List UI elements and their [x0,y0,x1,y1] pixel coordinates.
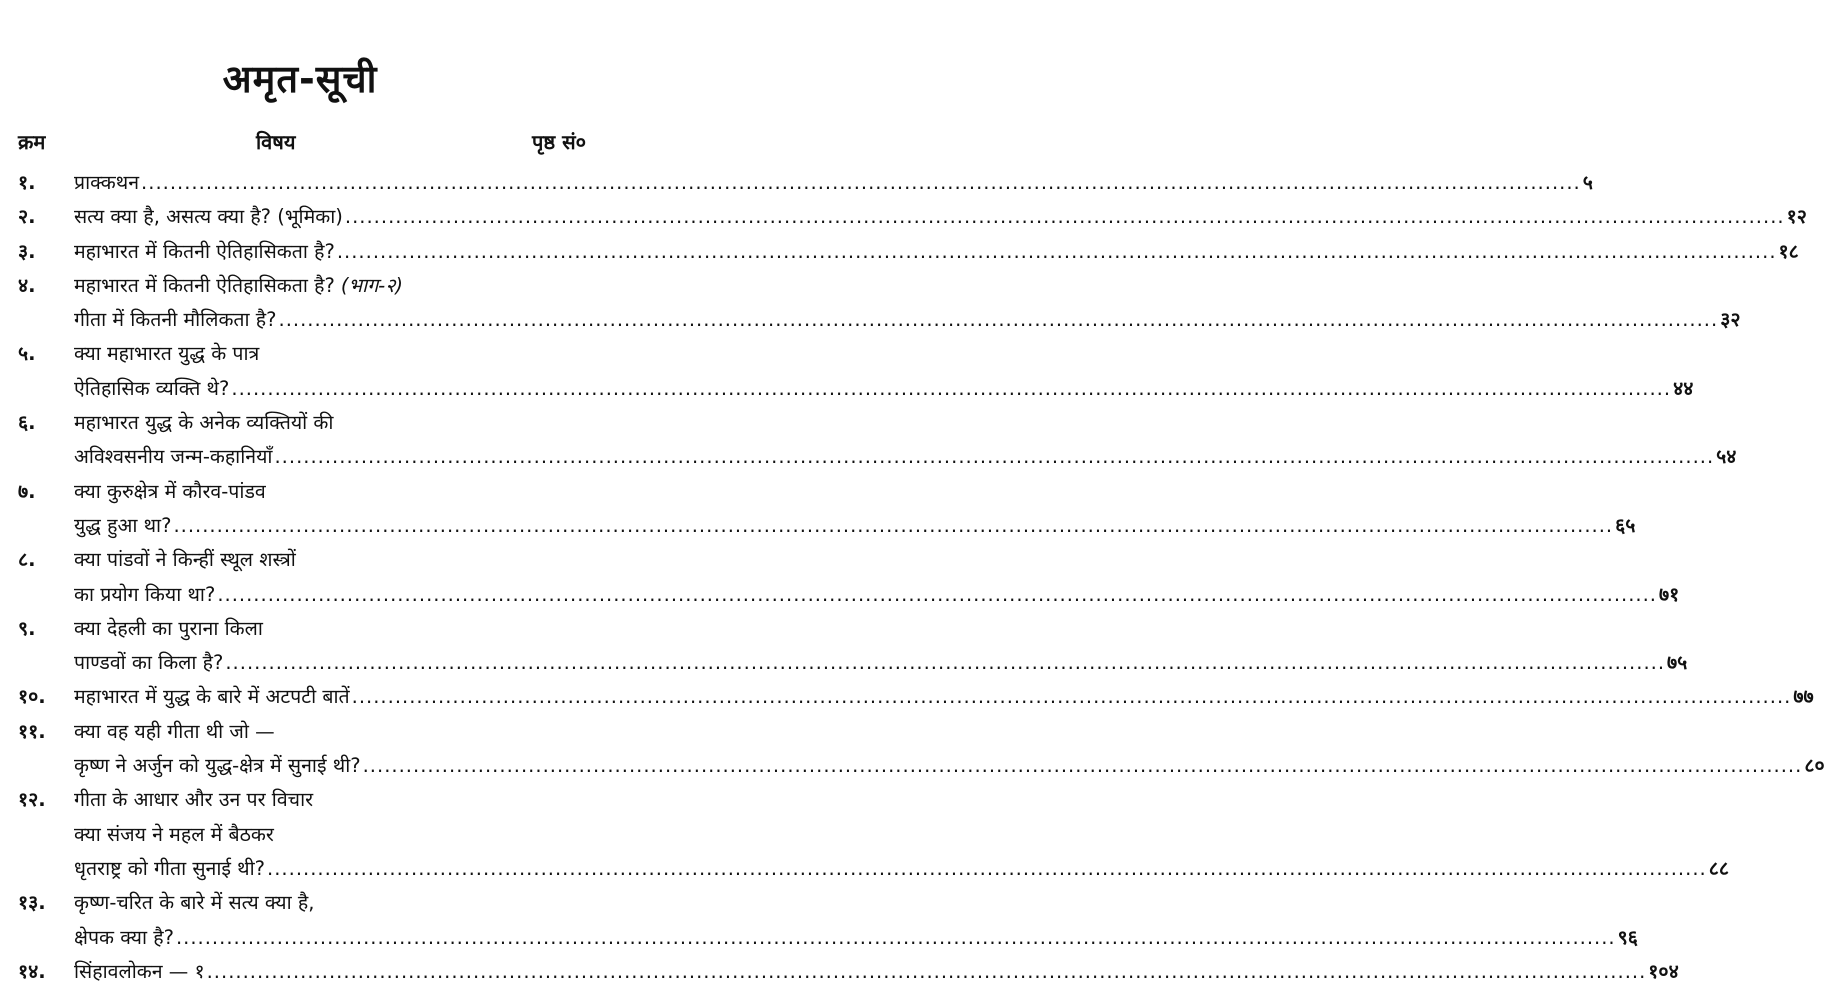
header-subject: विषय [256,130,296,154]
entry-number: १४. [18,959,46,983]
dot-leader: ........................................................................................................................................................................................................ [217,582,1658,606]
toc-entry [18,166,1593,200]
toc-entry-line [18,337,588,371]
toc-entry-line [18,509,1636,543]
toc-entry-line [18,921,1638,955]
toc-entry-line [18,749,1825,783]
toc-entry [18,235,1799,269]
toc-header [18,128,586,164]
page-title: अमृत-सूची [222,57,378,101]
dot-leader: ........................................................................................................................................................................................................ [206,959,1647,983]
entry-number: ८. [18,548,36,572]
entry-page-number: ३२ [1720,308,1741,332]
entry-title: क्या महाभारत युद्ध के पात्र [74,342,260,366]
toc-entry-line [18,269,588,303]
entry-number: ११. [18,719,46,743]
entry-title: गीता में कितनी मौलिकता है? [74,308,277,332]
toc-entry-line [18,783,588,817]
entry-title: क्या कुरुक्षेत्र में कौरव-पांडव [74,479,266,503]
entry-title: क्या पांडवों ने किन्हीं स्थूल शस्त्रों [74,548,296,572]
table-of-contents [18,166,1825,989]
toc-entry [18,543,1680,612]
toc-entry-line [18,475,588,509]
header-serial: क्रम [18,130,46,154]
toc-entry [18,337,1694,406]
toc-entry-line [18,818,588,852]
dot-leader: ........................................................................................................................................................................................................ [225,651,1666,675]
toc-entry-line [18,303,1741,337]
toc-entry-line [18,612,588,646]
dot-leader: ........................................................................................................................................................................................................ [141,171,1581,194]
entry-number: ५. [18,342,36,366]
toc-entry [18,680,1814,714]
entry-number: ३. [18,239,36,263]
entry-number: ६. [18,411,36,435]
toc-entry-line [18,235,1799,269]
entry-number: ७. [18,479,36,503]
entry-title: सिंहावलोकन — १ [74,959,205,983]
entry-page-number: १८ [1778,239,1799,263]
entry-title: गीता के आधार और उन पर विचार [74,788,314,812]
dot-leader: ........................................................................................................................................................................................................ [274,445,1715,469]
entry-title: धृतराष्ट्र को गीता सुनाई थी? [74,856,266,880]
entry-title: प्राक्कथन [74,171,140,194]
entry-page-number: ८० [1804,754,1825,778]
entry-number: १३. [18,891,46,915]
toc-entry-line [18,200,1807,234]
entry-title: सत्य क्या है, असत्य क्या है? (भूमिका) [74,205,343,229]
toc-entry [18,783,1730,886]
entry-page-number: ८८ [1708,856,1730,880]
entry-page-number: ५४ [1716,445,1737,469]
dot-leader: ........................................................................................................................................................................................................ [231,376,1672,400]
entry-page-number: ६५ [1615,513,1636,537]
entry-note: (भाग-२) [340,273,403,297]
entry-title: क्या संजय ने महल में बैठकर [74,822,274,846]
entry-number: १०. [18,685,46,709]
header-page-number: पृष्ठ सं० [531,130,586,154]
dot-leader: ........................................................................................................................................................................................................ [336,239,1777,263]
toc-entry-line [18,955,1679,989]
toc-entry-line [18,372,1694,406]
entry-title: युद्ध हुआ था? [74,513,172,537]
toc-entry [18,612,1688,681]
toc-entry [18,955,1679,989]
entry-title: कृष्ण ने अर्जुन को युद्ध-क्षेत्र में सुनाई थी? [74,754,361,778]
entry-title: अविश्वसनीय जन्म-कहानियाँ [74,445,273,469]
dot-leader: ........................................................................................................................................................................................................ [344,205,1785,229]
toc-entry [18,200,1807,234]
entry-title: क्या वह यही गीता थी जो — [74,719,275,743]
entry-number: १२. [18,788,46,812]
entry-page-number: ९६ [1617,925,1638,949]
entry-page-number: ७५ [1667,651,1688,675]
entry-title: महाभारत युद्ध के अनेक व्यक्तियों की [74,411,334,435]
toc-entry-line [18,715,588,749]
toc-entry [18,475,1636,544]
toc-entry-line [18,886,588,920]
toc-entry-line [18,440,1737,474]
dot-leader: ........................................................................................................................................................................................................ [351,685,1792,709]
toc-entry-line [18,406,588,440]
dot-leader: ........................................................................................................................................................................................................ [173,513,1614,537]
entry-page-number: ७१ [1659,582,1680,606]
entry-title: का प्रयोग किया था? [74,582,216,606]
entry-number: १. [18,171,36,194]
toc-entry-line [18,166,1593,200]
entry-page-number: ७७ [1793,685,1814,709]
toc-entry-line [18,680,1814,714]
toc-entry [18,269,1741,338]
entry-number: ४. [18,273,36,297]
toc-entry-line [18,543,588,577]
entry-title: पाण्डवों का किला है? [74,651,224,675]
toc-entry-line [18,852,1730,886]
entry-page-number: ५ [1582,171,1593,194]
toc-entry-line [18,578,1680,612]
entry-title: महाभारत में कितनी ऐतिहासिकता है? [74,273,335,297]
entry-page-number: ४४ [1673,376,1694,400]
toc-entry [18,406,1737,475]
entry-title: क्या देहली का पुराना किला [74,616,263,640]
entry-title: क्षेपक क्या है? [74,925,174,949]
entry-title: महाभारत में युद्ध के बारे में अटपटी बातें [74,685,350,709]
dot-leader: ........................................................................................................................................................................................................ [267,856,1707,880]
toc-entry-line [18,646,1688,680]
dot-leader: ........................................................................................................................................................................................................ [175,925,1616,949]
entry-page-number: १०४ [1648,959,1679,983]
dot-leader: ........................................................................................................................................................................................................ [362,754,1803,778]
toc-entry [18,715,1825,784]
entry-page-number: १२ [1786,205,1807,229]
toc-entry [18,886,1638,955]
entry-title: महाभारत में कितनी ऐतिहासिकता है? [74,239,335,263]
entry-title: ऐतिहासिक व्यक्ति थे? [74,376,230,400]
entry-number: २. [18,205,36,229]
dot-leader: ........................................................................................................................................................................................................ [278,308,1719,332]
entry-title: कृष्ण-चरित के बारे में सत्य क्या है, [74,891,315,915]
entry-number: ९. [18,616,36,640]
